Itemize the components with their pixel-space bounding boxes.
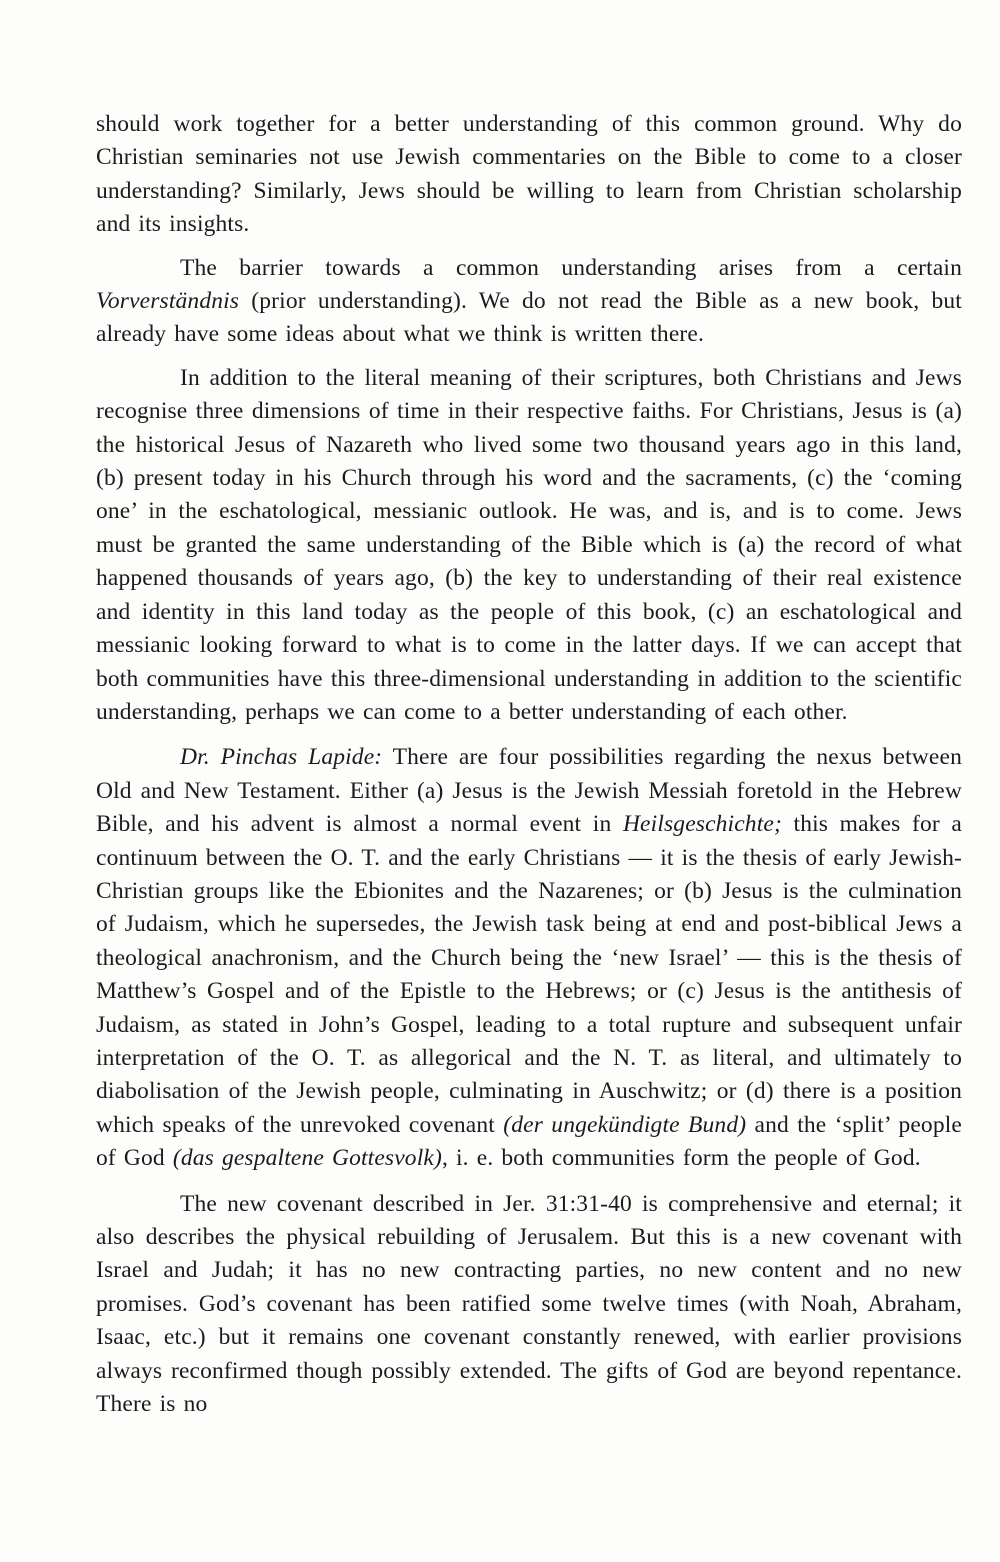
body-text (96, 108, 962, 1421)
italic-term: (das gespaltene Gottesvolk) (172, 1145, 442, 1172)
paragraph-lapide (96, 741, 962, 1175)
paragraph-text: (prior understanding). We do not read the Bible as a new book, but already have some ideas about what we think is written there. (96, 288, 962, 348)
paragraph-new-covenant (96, 1188, 962, 1422)
italic-term: (der ungekündigte Bund) (503, 1111, 747, 1138)
paragraph-text: should work together for a better understanding of this common ground. Why do Christian seminaries not use Jewish commentaries on the Bible to come to a closer understanding? Similarly, Jews should be willing to learn from Christian scholarship and its insights. (96, 111, 962, 238)
speaker-name: Dr. Pinchas Lapide: (180, 744, 383, 771)
paragraph-common-ground (96, 108, 962, 242)
paragraph-text: The barrier towards a common understanding arises from a certain (180, 254, 962, 281)
paragraph-text: In addition to the literal meaning of their scriptures, both Christians and Jews recognise three dimensions of time in their respective faiths. For Christians, Jesus is (a) the historical Jesus of Nazareth who lived some two thousand years ago in this land, (b) present today in his Church through his word and the sacraments, (c) the ‘coming one’ in the eschatological, messianic outlook. He was, and is, and is to come. Jews must be granted the same understanding of the Bible which is (a) the record of what happened thousands of years ago, (b) the key to understanding of their real existence and identity in this land today as the people of this book, (c) an eschatological and messianic looking forward to what is to come in the latter days. If we can accept that both communities have this three-dimensional understanding in addition to the scientific understanding, perhaps we can come to a better understanding of each other. (96, 364, 962, 725)
paragraph-text: , i. e. both communities form the people of God. (441, 1145, 921, 1172)
paragraph-text: this makes for a continuum between the O. T. and the early Christians — it is the thesis of early Jewish-Christian groups like the Ebionites and the Nazarenes; or (b) Jesus is the culmination of Judaism, which he supersedes, the Jewish task being at end and post-biblical Jews a theological anachronism, and the Church being the ‘new Israel’ — this is the thesis of Matthew’s Gospel and of the Epistle to the Hebrews; or (c) Jesus is the antithesis of Judaism, as stated in John’s Gospel, leading to a total rupture and subsequent unfair interpretation of the O. T. as allegorical and the N. T. as literal, and ultimately to diabolisation of the Jewish people, culminating in Auschwitz; or (d) there is a position which speaks of the unrevoked covenant (96, 811, 962, 1138)
paragraph-three-dimensions (96, 362, 962, 729)
paragraph-vorverstandnis (96, 252, 962, 352)
paragraph-text: There are four possibilities regarding the nexus between Old and New Testament. Either (a) Jesus is the Jewish Messiah foretold in the Hebrew Bible, and his advent is almost a normal event in (96, 744, 962, 838)
paragraph-text: and the ‘split’ people of God (96, 1111, 962, 1172)
paragraph-text: The new covenant described in Jer. 31:31-40 is comprehensive and eternal; it also describes the physical rebuilding of Jerusalem. But this is a new covenant with Israel and Judah; it has no new contracting parties, no new content and no new promises. God’s covenant has been ratified some twelve times (with Noah, Abraham, Isaac, etc.) but it remains one covenant constantly renewed, with earlier provisions always reconfirmed though possibly extended. The gifts of God are beyond repentance. There is no (96, 1190, 962, 1418)
italic-term: Vorverständnis (96, 288, 240, 315)
italic-term: Heilsgeschichte; (622, 811, 782, 838)
